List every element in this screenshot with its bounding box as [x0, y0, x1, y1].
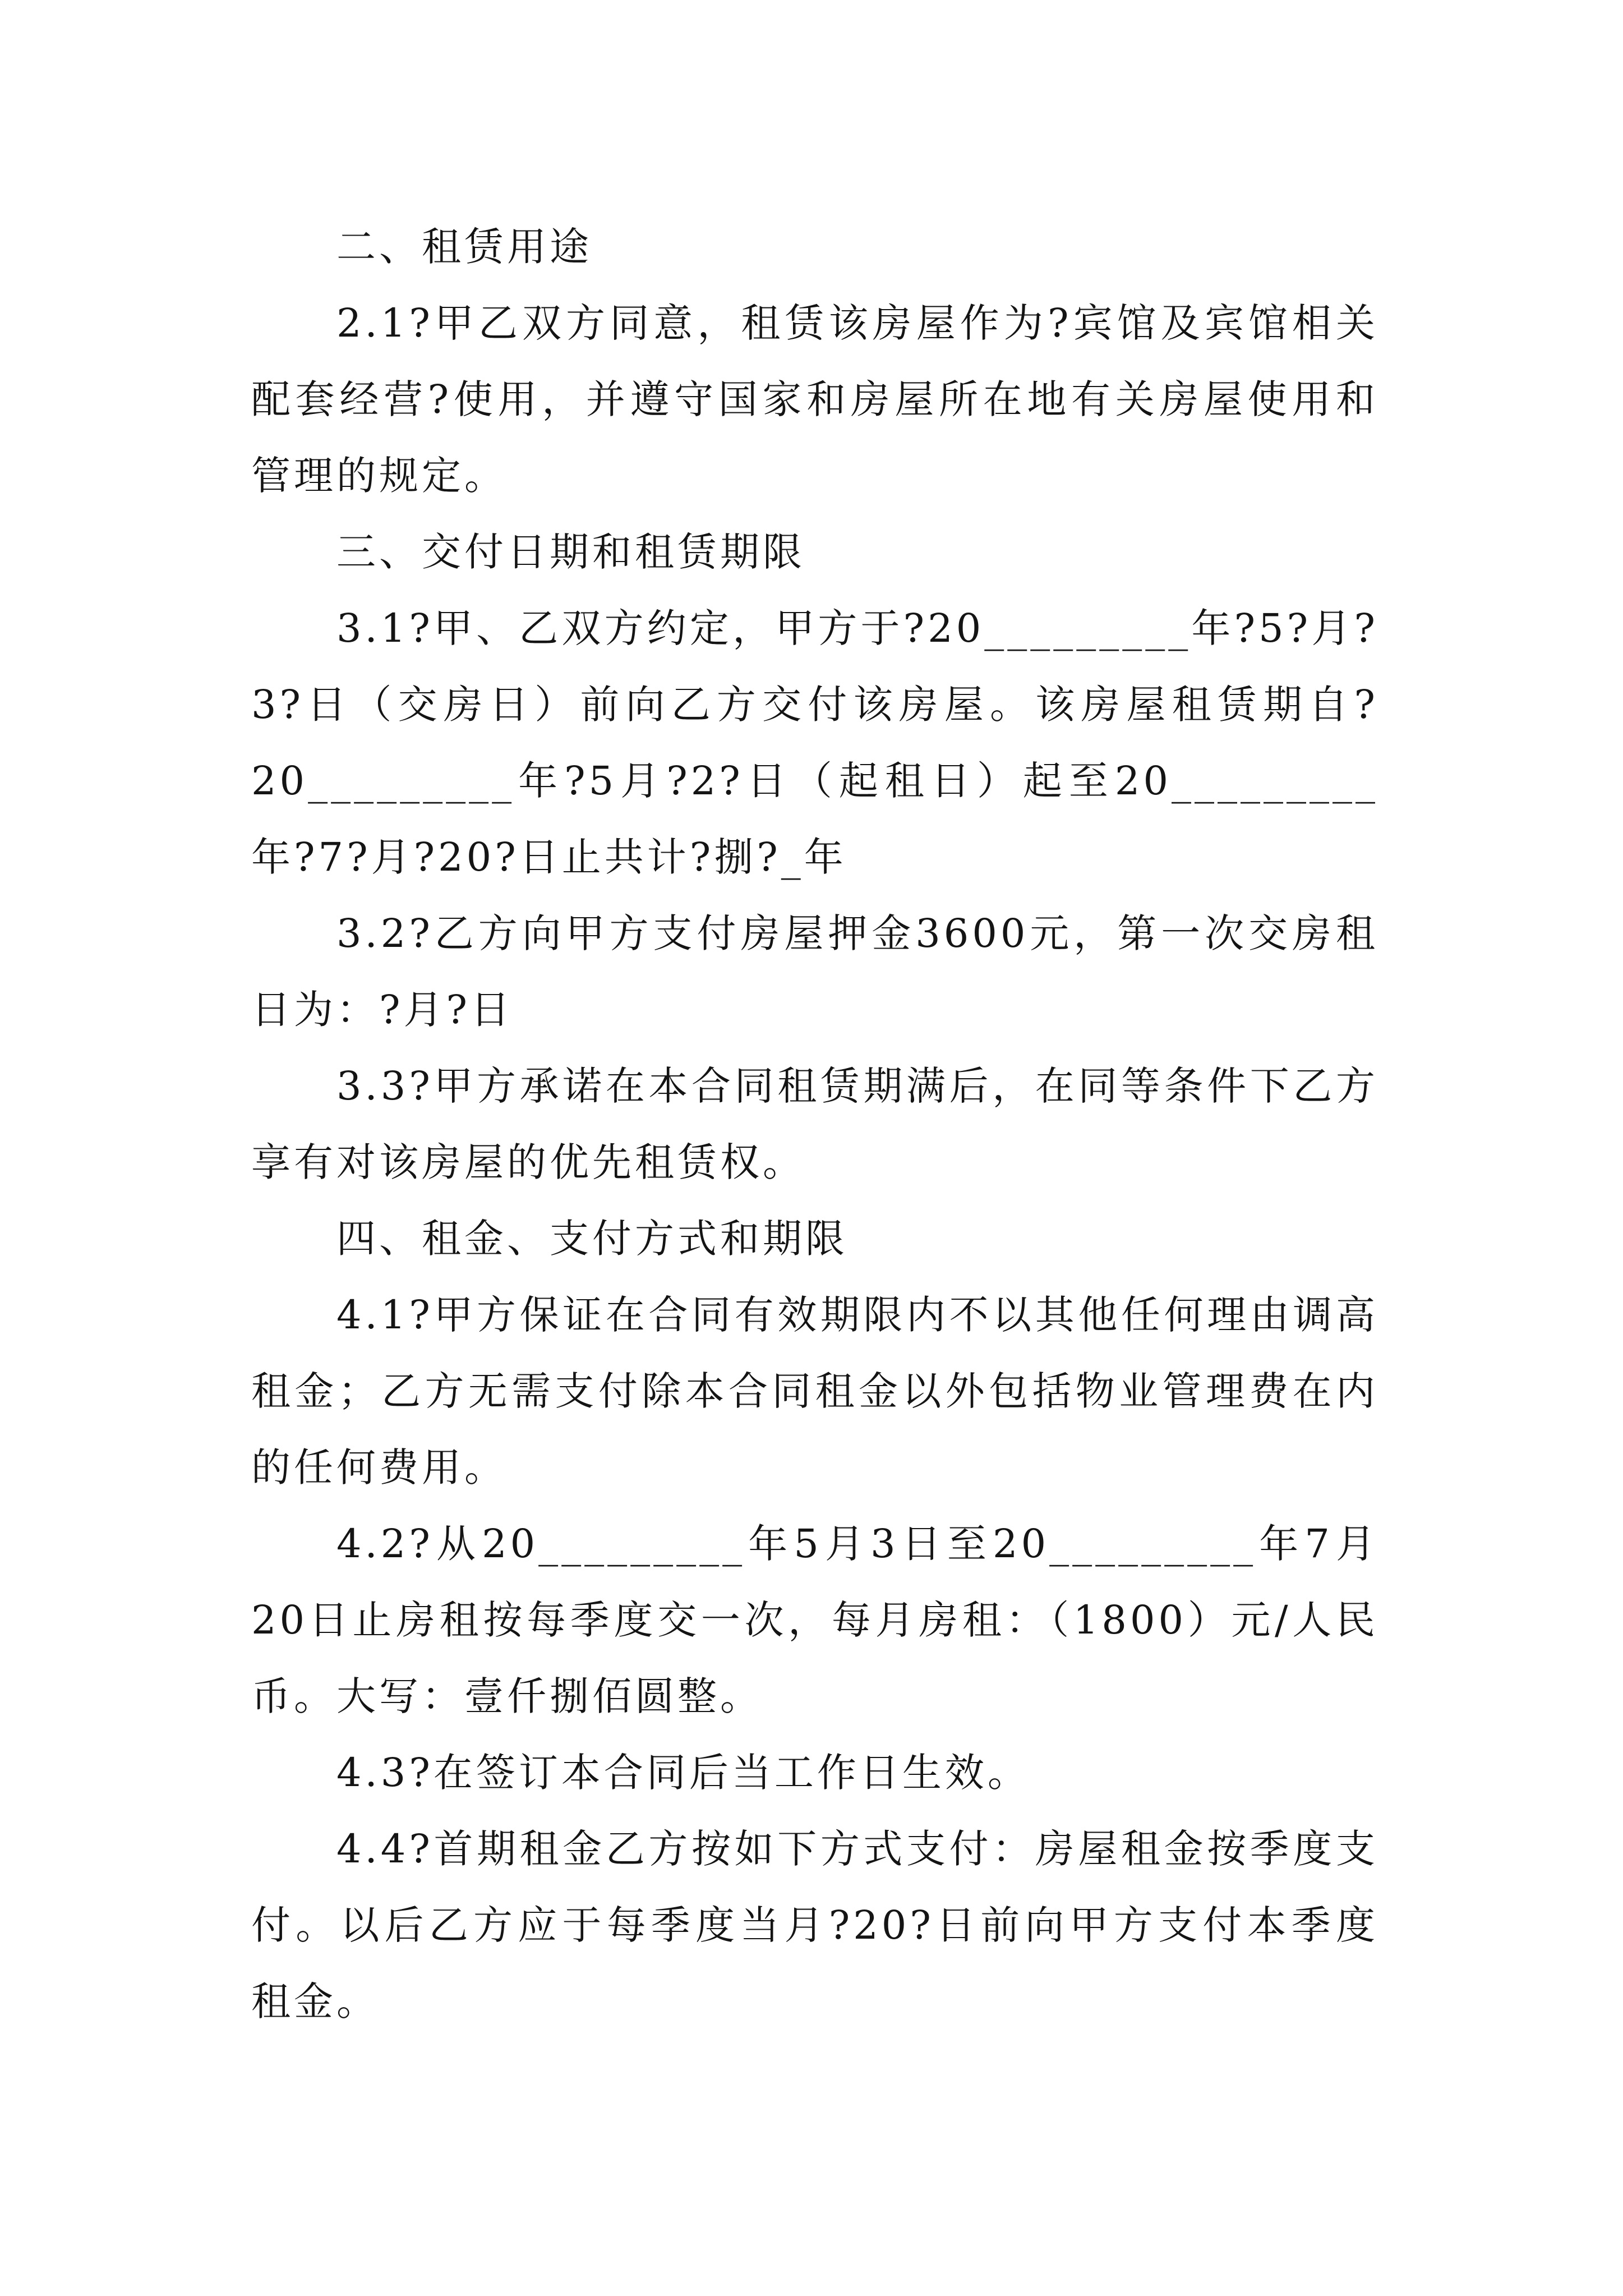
- contract-body: [251, 209, 1378, 2040]
- section-heading-usage: 二、租赁用途: [336, 224, 592, 270]
- clause-4-3: 4.3?在签订本合同后当工作日生效。: [336, 1750, 1030, 1796]
- section-heading-rent-payment: 四、租金、支付方式和期限: [336, 1216, 848, 1262]
- clause-2-1: 2.1?甲乙双方同意，租赁该房屋作为?宾馆及宾馆相关配套经营?使用，并遵守国家和房屋所在地有关房屋使用和管理的规定。: [251, 300, 1378, 499]
- clause-3-1: 3.1?甲、乙双方约定，甲方于?20_________年?5?月?3?日（交房日）前向乙方交付该房屋。该房屋租赁期自?20_________年?5月?2?日（起租日）起至20_________年?7?月?20?日止共计?捌?_年: [251, 605, 1378, 880]
- clause-3-2: 3.2?乙方向甲方支付房屋押金3600元，第一次交房租日为：?月?日: [251, 910, 1378, 1033]
- clause-4-2: 4.2?从20_________年5月3日至20_________年7月20日止房租按每季度交一次，每月房租：（1800）元/人民币。大写：壹仟捌佰圆整。: [251, 1521, 1378, 1719]
- clause-4-1: 4.1?甲方保证在合同有效期限内不以其他任何理由调高租金；乙方无需支付除本合同租金以外包括物业管理费在内的任何费用。: [251, 1292, 1378, 1490]
- section-heading-delivery-term: 三、交付日期和租赁期限: [336, 529, 805, 575]
- clause-3-3: 3.3?甲方承诺在本合同租赁期满后，在同等条件下乙方享有对该房屋的优先租赁权。: [251, 1063, 1378, 1185]
- clause-4-4: 4.4?首期租金乙方按如下方式支付：房屋租金按季度支付。以后乙方应于每季度当月?20?日前向甲方支付本季度租金。: [251, 1826, 1378, 2024]
